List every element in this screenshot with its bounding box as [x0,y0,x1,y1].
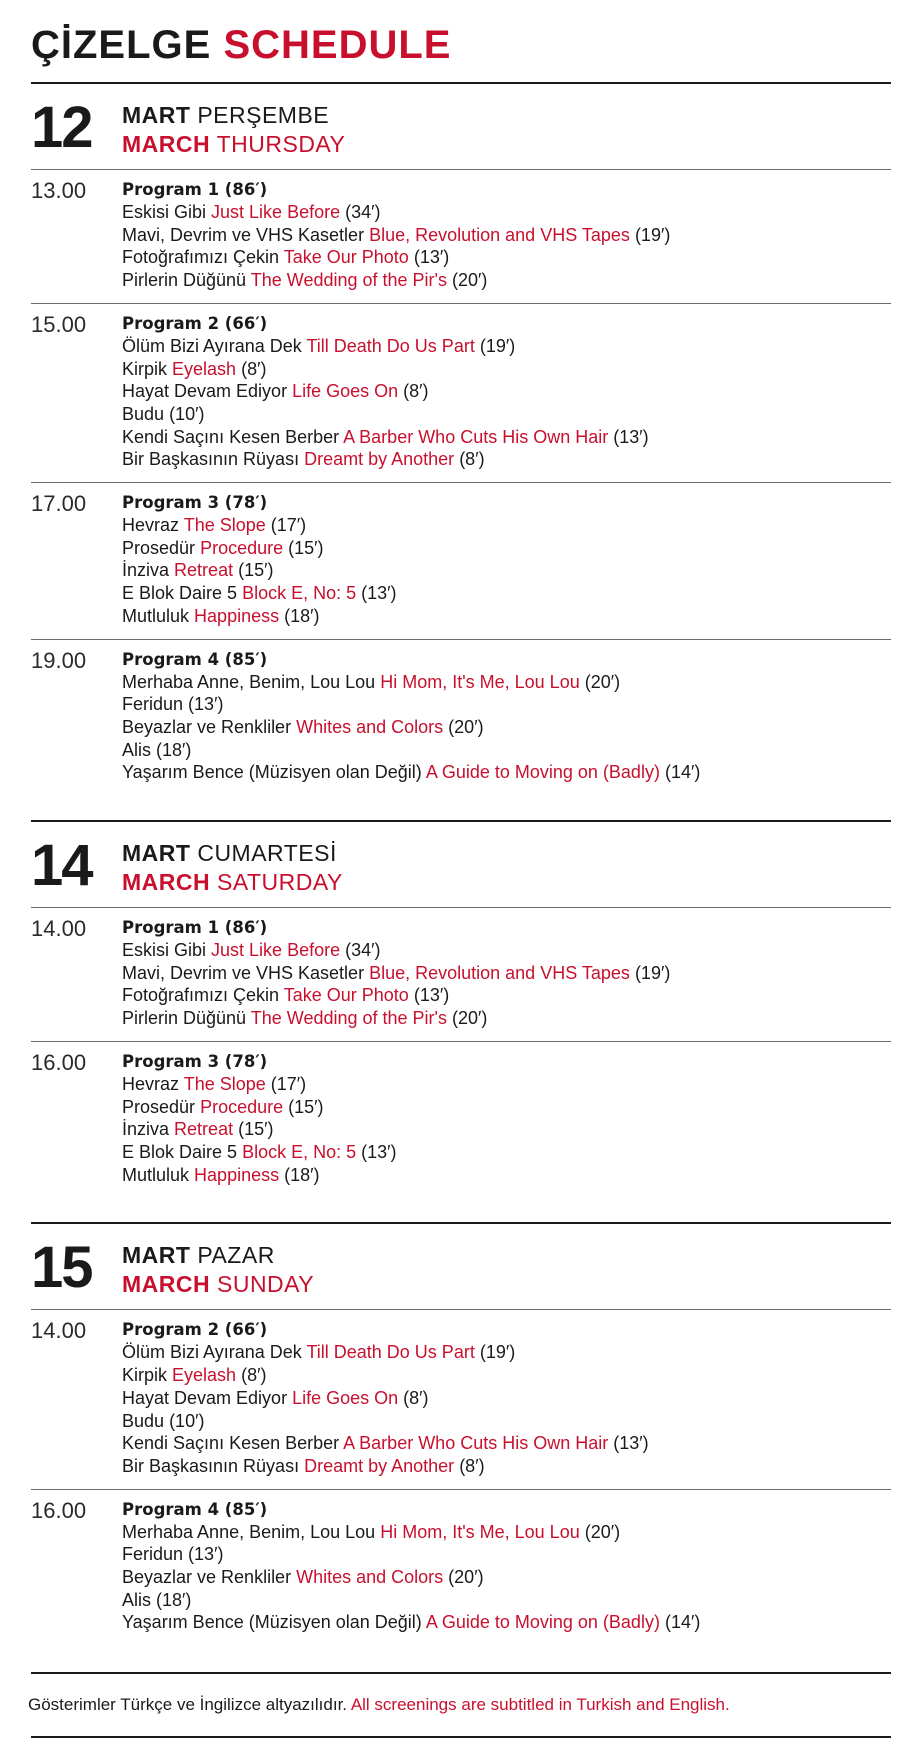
film-title-turkish: Hayat Devam Ediyor [122,1387,288,1408]
title-english: SCHEDULE [223,23,452,67]
film-title-turkish: Bir Başkasının Rüyası [122,449,300,470]
film-title-turkish: Bir Başkasının Rüyası [122,1455,300,1476]
film-title-english: A Barber Who Cuts His Own Hair [343,1433,609,1454]
day-section [31,1222,891,1645]
day-label-english [122,130,345,159]
film-entry [122,403,891,426]
film-entry [122,716,891,739]
film-title-english: Blue, Revolution and VHS Tapes [369,224,630,245]
film-duration: (13′) [188,694,224,715]
day-section [31,82,891,795]
film-entry [122,671,891,694]
film-duration: (18′) [156,739,192,760]
film-entry [122,1364,891,1387]
film-duration: (34′) [345,202,381,222]
film-entry [122,939,891,962]
film-title-turkish: Kendi Saçını Kesen Berber [122,426,340,447]
day-label [122,839,343,897]
film-entry [122,448,891,471]
film-title-english: Just Like Before [211,202,341,222]
screening-slot [31,304,891,482]
screening-slot [31,1042,891,1198]
film-entry [122,1387,891,1410]
film-entry [122,224,891,247]
film-entry [122,1096,891,1119]
film-title-english: Dreamt by Another [304,449,455,470]
day-gap [31,1197,891,1222]
film-duration: (15′) [238,1119,274,1140]
program-title: Program 3 (78′) [122,493,268,513]
film-title-turkish: Pirlerin Düğünü [122,1008,247,1029]
film-duration: (17′) [270,1073,307,1094]
film-title-english: The Wedding of the Pir's [250,1008,447,1029]
day-header [31,1224,891,1309]
film-title-english: Life Goes On [292,381,399,402]
film-title-turkish: Mavi, Devrim ve VHS Kasetler [122,962,365,983]
film-title-turkish: Yaşarım Bence (Müzisyen olan Değil) [122,762,422,783]
film-entry [122,1341,891,1364]
film-duration: (14′) [664,1612,701,1633]
film-title-english: Life Goes On [292,1387,399,1408]
film-title-turkish: Fotoğrafımızı Çekin [122,247,280,268]
month-turkish: MART [122,1242,191,1269]
film-entry [122,1432,891,1455]
screening-time: 14.00 [31,1318,87,1344]
weekday-turkish: CUMARTESİ [197,840,337,867]
film-entry [122,246,891,269]
film-title-english: Just Like Before [211,940,341,961]
program-title: Program 1 (86′) [122,918,268,938]
film-title-english: A Guide to Moving on (Badly) [425,762,660,783]
schedule-page [28,0,891,1738]
film-duration: (13′) [413,247,450,268]
film-title-turkish: Kirpik [122,1365,168,1386]
film-entry [122,358,891,381]
screening-slot [31,640,891,796]
film-duration: (18′) [284,1164,320,1185]
film-duration: (20′) [448,1567,484,1588]
screening-time: 19.00 [31,647,87,673]
footer-note-turkish: Gösterimler Türkçe ve İngilizce altyazılıdır. [28,1695,348,1715]
film-duration: (14′) [664,762,701,783]
film-entry [122,1589,891,1612]
film-title-turkish: E Blok Daire 5 [122,583,238,604]
film-entry [122,559,891,582]
program-listing [122,917,891,1030]
day-section [31,820,891,1197]
footer [28,1672,891,1738]
day-label-english [122,868,343,897]
film-duration: (13′) [613,1433,649,1454]
film-entry [122,1410,891,1433]
film-entry [122,514,891,537]
screening-time: 14.00 [31,916,87,942]
schedule-days [31,82,891,1670]
film-duration: (10′) [169,1410,205,1431]
day-label-turkish [122,839,343,868]
film-title-turkish: Budu [122,403,165,424]
film-duration: (15′) [238,560,274,581]
screening-time: 16.00 [31,1049,87,1075]
screening-slot [31,1490,891,1646]
month-english: MARCH [122,131,211,157]
film-entry [122,962,891,985]
day-header [31,822,891,907]
film-entry [122,1611,891,1634]
film-title-english: Happiness [194,605,280,626]
weekday-english: SUNDAY [217,1271,315,1298]
day-label-turkish [122,1241,314,1270]
film-duration: (19′) [479,335,516,356]
film-title-english: Block E, No: 5 [242,1141,357,1162]
program-title: Program 4 (85′) [122,1499,268,1519]
film-duration: (18′) [284,605,320,626]
film-title-turkish: Mutluluk [122,1164,190,1185]
film-title-turkish: Eskisi Gibi [122,940,207,961]
program-listing [122,1051,891,1187]
month-english: MARCH [122,1271,211,1298]
program-listing [122,179,891,292]
program-title: Program 2 (66′) [122,1320,268,1340]
day-number: 14 [31,833,92,899]
film-title-turkish: İnziva [122,560,170,581]
film-duration: (34′) [345,940,381,961]
film-entry [122,1118,891,1141]
film-title-english: The Slope [183,515,266,536]
film-title-turkish: Beyazlar ve Renkliler [122,716,292,737]
day-header [31,84,891,169]
weekday-turkish: PERŞEMBE [197,102,330,128]
screening-time: 16.00 [31,1497,87,1523]
film-duration: (13′) [361,1141,397,1162]
film-duration: (18′) [156,1589,192,1610]
film-duration: (8′) [241,1365,267,1386]
film-entry [122,380,891,403]
film-entry [122,1566,891,1589]
film-entry [122,693,891,716]
month-turkish: MART [122,840,191,867]
day-label-turkish [122,101,345,130]
film-title-english: Whites and Colors [296,1567,444,1588]
film-duration: (8′) [459,449,485,470]
film-entry [122,984,891,1007]
film-title-turkish: Eskisi Gibi [122,202,207,222]
film-entry [122,605,891,628]
screening-time: 15.00 [31,311,87,337]
film-title-turkish: E Blok Daire 5 [122,1141,238,1162]
film-title-turkish: Alis [122,739,152,760]
film-title-turkish: Prosedür [122,1096,196,1117]
month-turkish: MART [122,102,191,128]
film-duration: (17′) [270,515,307,536]
film-title-turkish: Mavi, Devrim ve VHS Kasetler [122,224,365,245]
film-title-english: Procedure [200,537,284,558]
film-duration: (10′) [169,403,205,424]
screening-slot [31,170,891,303]
day-gap [31,1645,891,1670]
film-title-english: Till Death Do Us Part [306,335,475,356]
film-duration: (8′) [403,1387,429,1408]
film-entry [122,426,891,449]
film-duration: (8′) [241,358,267,379]
film-title-english: A Barber Who Cuts His Own Hair [343,426,609,447]
film-title-english: Dreamt by Another [304,1455,455,1476]
day-label-english [122,1270,314,1299]
film-entry [122,537,891,560]
film-title-turkish: Pirlerin Düğünü [122,270,247,291]
film-duration: (13′) [188,1544,224,1565]
program-listing [122,649,891,785]
footer-note [28,1674,891,1736]
film-duration: (20′) [584,671,621,692]
film-duration: (13′) [613,426,649,447]
film-duration: (19′) [634,962,671,983]
film-entry [122,1455,891,1478]
film-title-turkish: Hayat Devam Ediyor [122,381,288,402]
film-title-turkish: Yaşarım Bence (Müzisyen olan Değil) [122,1612,422,1633]
film-title-english: Hi Mom, It's Me, Lou Lou [380,671,580,692]
film-entry [122,1543,891,1566]
film-title-turkish: Feridun [122,694,184,715]
film-duration: (19′) [479,1342,516,1363]
film-title-english: Retreat [174,560,234,581]
film-title-english: Block E, No: 5 [242,583,357,604]
film-title-turkish: Ölüm Bizi Ayırana Dek [122,335,302,356]
day-label [122,1241,314,1299]
day-number: 12 [31,95,92,160]
film-title-english: Eyelash [172,358,237,379]
film-title-english: Take Our Photo [283,247,409,268]
film-entry [122,269,891,292]
film-entry [122,582,891,605]
day-gap [31,795,891,820]
screening-slot [31,483,891,639]
program-title: Program 1 (86′) [122,180,268,199]
film-entry [122,1521,891,1544]
footer-note-english: All screenings are subtitled in Turkish and English. [350,1695,730,1715]
program-title: Program 4 (85′) [122,649,268,669]
film-duration: (8′) [403,381,429,402]
film-title-english: Happiness [194,1164,280,1185]
film-entry [122,1141,891,1164]
film-entry [122,1007,891,1030]
film-entry [122,201,891,224]
film-title-turkish: İnziva [122,1119,170,1140]
film-title-english: Whites and Colors [296,716,444,737]
film-title-turkish: Hevraz [122,1073,180,1094]
screening-time: 13.00 [31,178,87,203]
film-title-turkish: Merhaba Anne, Benim, Lou Lou [122,1521,376,1542]
footer-bottom-rule [31,1736,891,1738]
title-turkish: ÇİZELGE [31,23,212,67]
program-title: Program 3 (78′) [122,1051,268,1071]
film-title-turkish: Alis [122,1589,152,1610]
film-duration: (13′) [361,583,397,604]
film-duration: (20′) [452,1008,488,1029]
film-duration: (15′) [288,537,324,558]
program-listing [122,492,891,628]
film-title-english: A Guide to Moving on (Badly) [425,1612,660,1633]
screening-slot [31,908,891,1041]
film-duration: (15′) [288,1096,324,1117]
film-title-turkish: Fotoğrafımızı Çekin [122,985,280,1006]
film-duration: (8′) [459,1455,485,1476]
film-duration: (20′) [452,270,488,291]
film-title-turkish: Mutluluk [122,605,190,626]
film-entry [122,739,891,762]
film-title-turkish: Ölüm Bizi Ayırana Dek [122,1342,302,1363]
page-title [31,22,891,82]
day-label [122,101,345,159]
program-listing [122,1319,891,1477]
film-duration: (20′) [584,1521,621,1542]
film-duration: (19′) [634,224,671,245]
screening-slot [31,1310,891,1488]
film-entry [122,761,891,784]
film-title-english: Retreat [174,1119,234,1140]
film-entry [122,335,891,358]
program-title: Program 2 (66′) [122,313,268,333]
film-entry [122,1073,891,1096]
film-title-english: Blue, Revolution and VHS Tapes [369,962,630,983]
weekday-english: SATURDAY [217,869,343,896]
day-number: 15 [31,1235,92,1301]
film-title-turkish: Prosedür [122,537,196,558]
film-title-english: Eyelash [172,1365,237,1386]
film-title-turkish: Feridun [122,1544,184,1565]
film-title-turkish: Kirpik [122,358,168,379]
film-title-turkish: Merhaba Anne, Benim, Lou Lou [122,671,376,692]
screening-time: 17.00 [31,491,87,517]
film-title-english: Hi Mom, It's Me, Lou Lou [380,1521,580,1542]
film-title-turkish: Beyazlar ve Renkliler [122,1567,292,1588]
film-title-turkish: Budu [122,1410,165,1431]
film-duration: (20′) [448,716,484,737]
program-listing [122,1499,891,1635]
film-title-english: Take Our Photo [283,985,409,1006]
film-title-turkish: Hevraz [122,515,180,536]
weekday-turkish: PAZAR [197,1242,275,1269]
weekday-english: THURSDAY [216,131,346,157]
month-english: MARCH [122,869,211,896]
film-title-turkish: Kendi Saçını Kesen Berber [122,1433,340,1454]
film-title-english: Till Death Do Us Part [306,1342,475,1363]
film-title-english: The Slope [183,1073,266,1094]
film-title-english: Procedure [200,1096,284,1117]
film-entry [122,1164,891,1187]
film-duration: (13′) [413,985,450,1006]
program-listing [122,313,891,471]
film-title-english: The Wedding of the Pir's [250,270,447,291]
